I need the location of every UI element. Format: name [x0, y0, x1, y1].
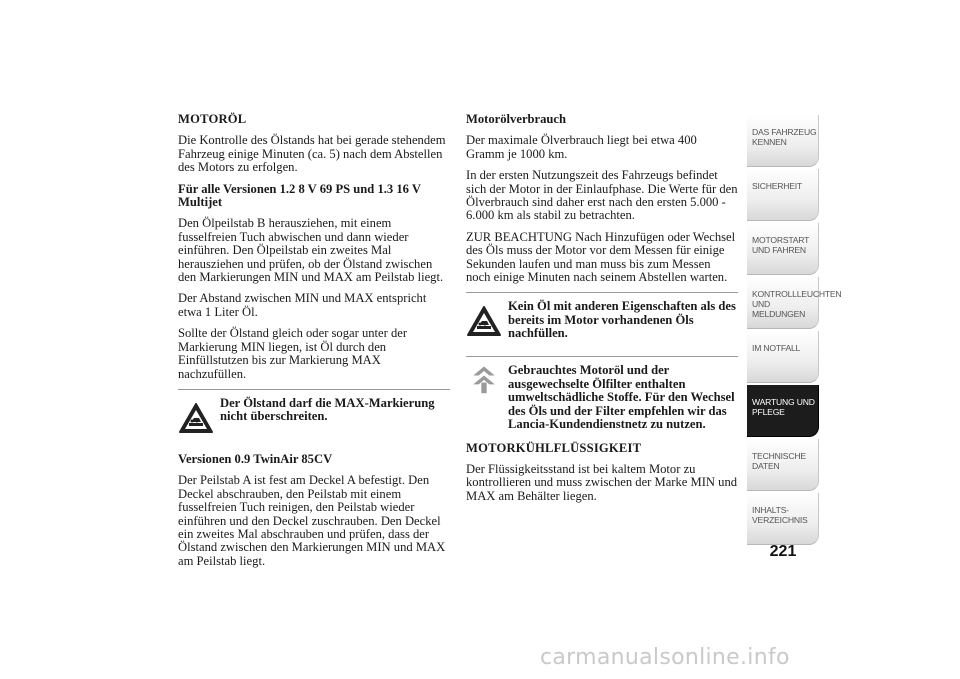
left-column	[178, 113, 450, 576]
paragraph: Der maximale Ölverbrauch liegt bei etwa 400 Gramm je 1000 km.	[466, 133, 697, 161]
environment-arrows-icon	[466, 363, 502, 395]
subheading-twinair: Versionen 0.9 TwinAir 85CV	[178, 451, 333, 466]
paragraph: In der ersten Nutzungszeit des Fahrzeugs befindet sich der Motor in der Einlaufphase. Die Werte für den Ölverbrauch sind daher erst nach den ersten 5.000 - 6.000 km als stabil zu betrachten.	[466, 168, 738, 223]
paragraph: Sollte der Ölstand gleich oder sogar unter der Markierung MIN liegen, ist Öl durch den Einfüllstutzen bis zur Markierung MAX nachzufüllen.	[178, 326, 408, 381]
tab-technische-daten[interactable]: TECHNISCHE DATEN	[747, 439, 819, 491]
tab-kontrollleuchten[interactable]: KONTROLLLEUCHTEN UND MELDUNGEN	[747, 277, 819, 329]
tab-motorstart[interactable]: MOTORSTART UND FAHREN	[747, 223, 819, 275]
warning-note	[466, 292, 738, 346]
tab-fahrzeug-kennen[interactable]: DAS FAHRZEUG KENNEN	[747, 115, 819, 167]
section-title-engine-oil: MOTORÖL	[178, 112, 247, 126]
paragraph: Der Flüssigkeitsstand ist bei kaltem Motor zu kontrollieren und muss zwischen der Marke MIN und MAX am Behälter liegen.	[466, 461, 738, 503]
section-title-coolant: MOTORKÜHLFLÜSSIGKEIT	[466, 440, 642, 455]
tab-sicherheit[interactable]: SICHERHEIT	[747, 169, 819, 221]
tab-im-notfall[interactable]: IM NOTFALL	[747, 331, 819, 383]
warning-text: Der Ölstand darf die MAX-Markierung nicht überschreiten.	[220, 395, 435, 424]
watermark: carmanualsonline.info	[540, 645, 790, 670]
warning-triangle-icon	[178, 402, 214, 434]
warning-note	[178, 389, 450, 443]
warning-text: Kein Öl mit anderen Eigenschaften als des bereits im Motor vorhandenen Öls nachfüllen.	[508, 299, 736, 341]
environment-note	[466, 356, 738, 431]
subheading-versions: Für alle Versionen 1.2 8 V 69 PS und 1.3 16 V Multijet	[178, 181, 421, 210]
paragraph: Der Peilstab A ist fest am Deckel A befestigt. Den Deckel abschrauben, den Peilstab mit einem fusselfreien Tuch reinigen, den Peilstab wieder einführen und den Deckel zuschrauben. Den Deckel ein zweites Mal abschrauben und prüfen, dass der Ölstand zwischen den Markierungen MIN und MAX am Peilstab liegt.	[178, 473, 446, 568]
paragraph: Der Abstand zwischen MIN und MAX entspricht etwa 1 Liter Öl.	[178, 291, 427, 319]
paragraph: ZUR BEACHTUNG Nach Hinzufügen oder Wechsel des Öls muss der Motor vor dem Messen für einige Sekunden laufen und man muss bis zum Messen noch einige Minuten nach seinem Abstellen warten.	[466, 229, 736, 285]
chapter-sidebar	[747, 115, 842, 547]
environment-text: Gebrauchtes Motoröl und der ausgewechselte Ölfilter enthalten umweltschädliche Stoffe. Für den Wechsel des Öls und der Filter empfehlen wir das Lancia-Kundendienstnetz zu nutzen.	[508, 363, 735, 432]
warning-triangle-icon	[466, 305, 502, 337]
right-column	[466, 113, 738, 511]
paragraph: Den Ölpeilstab B herausziehen, mit einem fusselfreien Tuch abwischen und dann wieder einführen. Den Ölpeilstab ein zweites Mal herausziehen und prüfen, ob der Ölstand zwischen den Markierungen MIN und MAX am Peilstab liegt.	[178, 216, 444, 285]
subheading-oil-consumption: Motorölverbrauch	[466, 112, 567, 126]
tab-inhaltsverzeichnis[interactable]: INHALTS-VERZEICHNIS	[747, 493, 819, 545]
paragraph: Die Kontrolle des Ölstands hat bei gerade stehendem Fahrzeug einige Minuten (ca. 5) nach dem Abstellen des Motors zu erfolgen.	[178, 133, 446, 175]
page-number: 221	[769, 543, 797, 560]
tab-wartung-pflege[interactable]: WARTUNG UND PFLEGE	[747, 385, 819, 437]
